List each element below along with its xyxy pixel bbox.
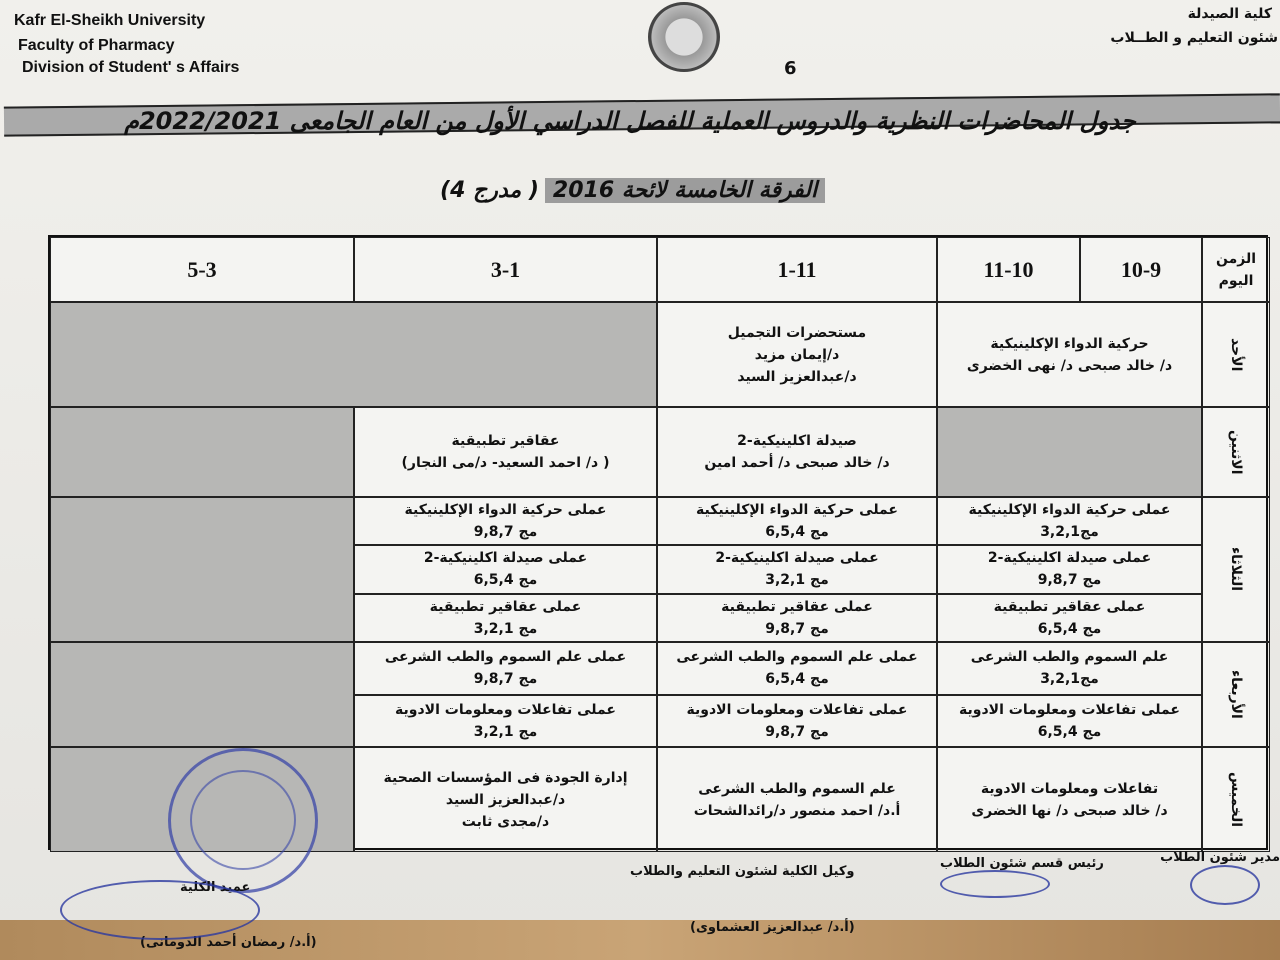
cell-text: عملى تفاعلات ومعلومات الادوية [686,701,908,718]
cell-text: علم السموم والطب الشرعى [698,780,896,797]
division-name-ar: شئون التعليم و الطــلاب [1110,30,1278,46]
cell-tuesday-s1_3-group [354,545,657,593]
faculty-name-ar: كلية الصيدلة [1187,6,1272,22]
cell-text: مج 9,8,7 [765,723,829,740]
cell-text: حركية الدواء الإكلينيكية [990,335,1149,352]
signature-mark [1190,865,1260,905]
cell-text: مج 9,8,7 [765,620,829,637]
cell-text: مج3,2,1 [1040,671,1099,688]
day-tuesday [1202,497,1270,642]
cell-wednesday-s11_1-group [657,642,937,695]
cell-text: مج 3,2,1 [473,620,538,637]
cell-tuesday-s9_11-group [937,545,1202,593]
division-name: Division of Student' s Affairs [22,59,240,76]
cell-text: عملى صيدلة اكلينيكية-2 [423,550,588,567]
schedule-subtitle [440,178,825,203]
cell-text: إدارة الجودة فى المؤسسات الصحية [383,769,628,786]
cell-monday-empty [50,407,354,497]
cell-wednesday-s1_3-group [354,642,657,695]
cell-monday-empty [937,407,1202,497]
cell-tuesday-s9_11-group [937,594,1202,642]
cell-text: د/ خالد صبحى د/ نهى الخضرى [966,357,1173,374]
cell-text: علم السموم والطب الشرعى [970,649,1169,666]
cell-text: مج 6,5,4 [1037,723,1102,740]
signature-mark [60,880,260,940]
cell-text: مج 6,5,4 [765,671,829,688]
cell-text: تفاعلات ومعلومات الادوية [980,780,1159,797]
cell-tuesday-s1_3-group [354,594,657,642]
cell-text: عملى علم السموم والطب الشرعى [384,649,627,666]
cell-text: مج 6,5,4 [1037,620,1102,637]
cell-sunday-9-11 [937,302,1202,407]
cell-text: د/ خالد صبحى د/ أحمد امين [704,455,890,471]
cell-tuesday-s11_1-group [657,497,937,545]
cell-text: مج 9,8,7 [1037,572,1102,589]
cell-text: مج 3,2,1 [765,572,829,589]
time-header-3 [354,237,657,302]
dean-name: (أ.د/ رمضان أحمد الدومانى) [140,935,317,950]
cell-tuesday-s11_1-group [657,594,937,642]
cell-text: عملى تفاعلات ومعلومات الادوية [959,701,1180,718]
cell-thursday-1-3 [354,747,657,852]
cell-text: اليوم [1218,272,1254,289]
cell-wednesday-s9_11-group [937,642,1202,695]
cell-text: الزمن [1215,250,1257,267]
cell-monday-1-3 [354,407,657,497]
cell-wednesday-s11_1-group [657,695,937,748]
cell-thursday-11-1 [657,747,937,852]
cell-text: عملى صيدلة اكلينيكية-2 [987,550,1152,567]
cell-text: الأربعاء [1228,670,1244,719]
cell-text: 11-10 [983,256,1034,282]
cell-text: عملى عقاقير تطبيقية [429,598,582,615]
cell-sunday-empty [50,302,657,407]
dean-title: عميد الكلية [180,880,251,895]
head-affairs-title: رئيس قسم شئون الطلاب [940,856,1104,871]
affairs-manager-title: مدير شئون الطلاب [1160,850,1280,865]
page-number: 6 [784,58,797,79]
cell-text: صيدلة اكلينيكية-2 [737,433,857,449]
time-header-1 [937,237,1080,302]
schedule-title: جدول المحاضرات النظرية والدروس العملية للفصل الدراسي الأول من العام الجامعى 2022/2021م [124,107,1136,135]
cell-text: عقاقير تطبيقية [451,433,560,449]
signature-mark [940,870,1050,898]
day-thursday [1202,747,1270,852]
cell-text: مج 6,5,4 [765,524,829,541]
cell-text: د/مجدى ثابت [461,813,550,830]
cell-text: د/عبدالعزيز السيد [737,368,857,385]
cell-text: د/عبدالعزيز السيد [445,791,566,808]
day-sunday [1202,302,1270,407]
cell-text: عملى عقاقير تطبيقية [993,598,1146,615]
cell-tuesday-s1_3-group [354,497,657,545]
hall-label: ( مدرج 4) [440,178,539,203]
cell-text: عملى حركية الدواء الإكلينيكية [404,502,607,519]
cell-text: مستحضرات التجميل [727,324,867,341]
time-header-4 [50,237,354,302]
faculty-name: Faculty of Pharmacy [18,37,175,54]
official-stamp-inner [190,770,296,870]
cell-sunday-11-1 [657,302,937,407]
cell-text: 10-9 [1120,256,1162,282]
cell-text: عملى حركية الدواء الإكلينيكية [696,502,898,519]
cell-text: أ.د/ احمد منصور د/رائدالشحات [693,802,901,819]
cell-text: عملى علم السموم والطب الشرعى [676,649,918,666]
cell-text: مج 3,2,1 [473,723,538,740]
cell-monday-11-1 [657,407,937,497]
cell-text: مج 9,8,7 [473,671,538,688]
cell-wednesday-s9_11-group [937,695,1202,748]
cell-wednesday-s1_3-group [354,695,657,748]
cell-text: ( د/ احمد السعيد- د/مى النجار) [401,455,610,471]
cell-thursday-9-11 [937,747,1202,852]
cell-text: 1-11 [777,256,817,282]
cell-text: 3-1 [490,256,521,282]
cell-text: الاثنين [1228,429,1244,475]
cell-tuesday-s9_11-group [937,497,1202,545]
cell-text: عملى حركية الدواء الإكلينيكية [968,502,1171,519]
cell-text: د/ خالد صبحى د/ نها الخضرى [971,802,1168,819]
cell-text: الأحد [1228,337,1244,372]
time-header-2 [657,237,937,302]
corner-header [1202,237,1270,302]
cell-text: د/إيمان مزيد [754,346,840,363]
vice-dean-title: وكيل الكلية لشئون التعليم والطلاب [630,864,855,879]
cell-text: عملى عقاقير تطبيقية [721,598,873,615]
university-name: Kafr El-Sheikh University [14,12,206,29]
day-monday [1202,407,1270,497]
cell-text: الخميس [1228,771,1244,828]
day-wednesday [1202,642,1270,747]
cell-wednesday-empty [50,642,354,747]
cell-text: مج3,2,1 [1040,524,1099,541]
time-header-0 [1080,237,1202,302]
cell-text: عملى صيدلة اكلينيكية-2 [715,550,879,567]
university-logo [648,2,720,72]
cell-text: مج 6,5,4 [473,572,538,589]
vice-dean-name: (أ.د/ عبدالعزيز العشماوى) [690,920,855,935]
cell-text: الثلاثاء [1228,547,1244,592]
cell-text: عملى تفاعلات ومعلومات الادوية [395,701,616,718]
cell-text: مج 9,8,7 [473,524,538,541]
cell-tuesday-empty [50,497,354,642]
level-label: الفرقة الخامسة لائحة 2016 [545,178,825,203]
cell-text: 5-3 [187,256,217,282]
cell-tuesday-s11_1-group [657,545,937,593]
